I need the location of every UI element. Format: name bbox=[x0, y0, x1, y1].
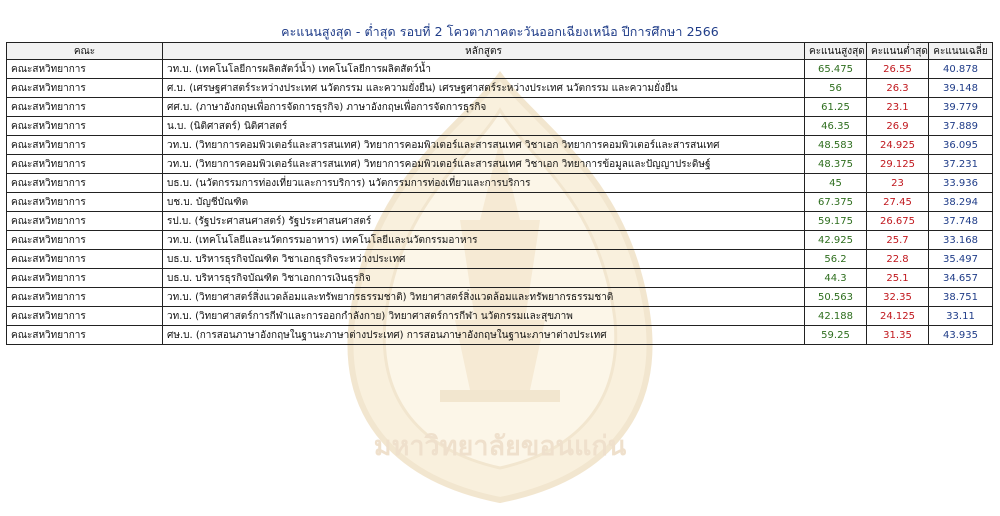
avg-score-cell: 37.748 bbox=[929, 212, 993, 231]
table-row bbox=[7, 174, 993, 193]
program-cell: วท.บ. (เทคโนโลยีและนวัตกรรมอาหาร) เทคโนโลยีและนวัตกรรมอาหาร bbox=[163, 231, 805, 250]
faculty-cell: คณะสหวิทยาการ bbox=[7, 231, 163, 250]
table-row bbox=[7, 136, 993, 155]
min-score-cell: 25.7 bbox=[867, 231, 929, 250]
min-score-cell: 27.45 bbox=[867, 193, 929, 212]
header-max-score: คะแนนสูงสุด bbox=[805, 43, 867, 60]
max-score-cell: 59.25 bbox=[805, 326, 867, 345]
faculty-cell: คณะสหวิทยาการ bbox=[7, 98, 163, 117]
max-score-cell: 44.3 bbox=[805, 269, 867, 288]
avg-score-cell: 33.168 bbox=[929, 231, 993, 250]
faculty-cell: คณะสหวิทยาการ bbox=[7, 136, 163, 155]
faculty-cell: คณะสหวิทยาการ bbox=[7, 155, 163, 174]
min-score-cell: 26.3 bbox=[867, 79, 929, 98]
program-cell: บช.บ. บัญชีบัณฑิต bbox=[163, 193, 805, 212]
avg-score-cell: 35.497 bbox=[929, 250, 993, 269]
program-cell: วท.บ. (เทคโนโลยีการผลิตสัตว์น้ำ) เทคโนโลยีการผลิตสัตว์น้ำ bbox=[163, 60, 805, 79]
min-score-cell: 32.35 bbox=[867, 288, 929, 307]
program-cell: ศ.บ. (เศรษฐศาสตร์ระหว่างประเทศ นวัตกรรม และความยั่งยืน) เศรษฐศาสตร์ระหว่างประเทศ นวัตกรรม และความยั่งยืน bbox=[163, 79, 805, 98]
max-score-cell: 61.25 bbox=[805, 98, 867, 117]
program-cell: วท.บ. (วิทยาศาสตร์สิ่งแวดล้อมและทรัพยากรธรรมชาติ) วิทยาศาสตร์สิ่งแวดล้อมและทรัพยากรธรรมชาติ bbox=[163, 288, 805, 307]
table-row bbox=[7, 79, 993, 98]
program-cell: วท.บ. (วิทยาการคอมพิวเตอร์และสารสนเทศ) วิทยาการคอมพิวเตอร์และสารสนเทศ วิชาเอก วิทยาการข้อมูลและปัญญาประดิษฐ์ bbox=[163, 155, 805, 174]
program-cell: บธ.บ. บริหารธุรกิจบัณฑิต วิชาเอกการเงินธุรกิจ bbox=[163, 269, 805, 288]
avg-score-cell: 39.779 bbox=[929, 98, 993, 117]
table-row bbox=[7, 98, 993, 117]
program-cell: ศษ.บ. (การสอนภาษาอังกฤษในฐานะภาษาต่างประเทศ) การสอนภาษาอังกฤษในฐานะภาษาต่างประเทศ bbox=[163, 326, 805, 345]
min-score-cell: 26.9 bbox=[867, 117, 929, 136]
min-score-cell: 26.675 bbox=[867, 212, 929, 231]
table-row bbox=[7, 288, 993, 307]
table-row bbox=[7, 155, 993, 174]
page-title: คะแนนสูงสุด - ต่ำสุด รอบที่ 2 โควตาภาคตะวันออกเฉียงเหนือ ปีการศึกษา 2566 bbox=[281, 24, 719, 39]
table-row bbox=[7, 269, 993, 288]
faculty-cell: คณะสหวิทยาการ bbox=[7, 79, 163, 98]
avg-score-cell: 37.889 bbox=[929, 117, 993, 136]
header-program: หลักสูตร bbox=[163, 43, 805, 60]
max-score-cell: 42.925 bbox=[805, 231, 867, 250]
max-score-cell: 45 bbox=[805, 174, 867, 193]
table-header-row bbox=[7, 43, 993, 60]
min-score-cell: 23.1 bbox=[867, 98, 929, 117]
faculty-cell: คณะสหวิทยาการ bbox=[7, 269, 163, 288]
faculty-cell: คณะสหวิทยาการ bbox=[7, 326, 163, 345]
program-cell: รป.บ. (รัฐประศาสนศาสตร์) รัฐประศาสนศาสตร์ bbox=[163, 212, 805, 231]
program-cell: บธ.บ. (นวัตกรรมการท่องเที่ยวและการบริการ) นวัตกรรมการท่องเที่ยวและการบริการ bbox=[163, 174, 805, 193]
min-score-cell: 31.35 bbox=[867, 326, 929, 345]
min-score-cell: 22.8 bbox=[867, 250, 929, 269]
avg-score-cell: 40.878 bbox=[929, 60, 993, 79]
min-score-cell: 24.925 bbox=[867, 136, 929, 155]
program-cell: บธ.บ. บริหารธุรกิจบัณฑิต วิชาเอกธุรกิจระหว่างประเทศ bbox=[163, 250, 805, 269]
scores-table bbox=[6, 42, 993, 345]
max-score-cell: 65.475 bbox=[805, 60, 867, 79]
avg-score-cell: 33.936 bbox=[929, 174, 993, 193]
avg-score-cell: 34.657 bbox=[929, 269, 993, 288]
min-score-cell: 23 bbox=[867, 174, 929, 193]
max-score-cell: 67.375 bbox=[805, 193, 867, 212]
min-score-cell: 29.125 bbox=[867, 155, 929, 174]
faculty-cell: คณะสหวิทยาการ bbox=[7, 288, 163, 307]
faculty-cell: คณะสหวิทยาการ bbox=[7, 250, 163, 269]
avg-score-cell: 33.11 bbox=[929, 307, 993, 326]
table-row bbox=[7, 307, 993, 326]
header-faculty: คณะ bbox=[7, 43, 163, 60]
faculty-cell: คณะสหวิทยาการ bbox=[7, 212, 163, 231]
avg-score-cell: 38.294 bbox=[929, 193, 993, 212]
max-score-cell: 59.175 bbox=[805, 212, 867, 231]
max-score-cell: 48.583 bbox=[805, 136, 867, 155]
table-row bbox=[7, 60, 993, 79]
max-score-cell: 50.563 bbox=[805, 288, 867, 307]
avg-score-cell: 43.935 bbox=[929, 326, 993, 345]
faculty-cell: คณะสหวิทยาการ bbox=[7, 307, 163, 326]
max-score-cell: 56.2 bbox=[805, 250, 867, 269]
min-score-cell: 24.125 bbox=[867, 307, 929, 326]
avg-score-cell: 37.231 bbox=[929, 155, 993, 174]
program-cell: ศศ.บ. (ภาษาอังกฤษเพื่อการจัดการธุรกิจ) ภาษาอังกฤษเพื่อการจัดการธุรกิจ bbox=[163, 98, 805, 117]
header-min-score: คะแนนต่ำสุด bbox=[867, 43, 929, 60]
table-row bbox=[7, 326, 993, 345]
min-score-cell: 25.1 bbox=[867, 269, 929, 288]
faculty-cell: คณะสหวิทยาการ bbox=[7, 174, 163, 193]
max-score-cell: 48.375 bbox=[805, 155, 867, 174]
avg-score-cell: 39.148 bbox=[929, 79, 993, 98]
faculty-cell: คณะสหวิทยาการ bbox=[7, 117, 163, 136]
max-score-cell: 46.35 bbox=[805, 117, 867, 136]
table-row bbox=[7, 231, 993, 250]
header-avg-score: คะแนนเฉลี่ย bbox=[929, 43, 993, 60]
faculty-cell: คณะสหวิทยาการ bbox=[7, 193, 163, 212]
svg-text:มหาวิทยาลัยขอนแก่น: มหาวิทยาลัยขอนแก่น bbox=[373, 431, 627, 462]
max-score-cell: 42.188 bbox=[805, 307, 867, 326]
faculty-cell: คณะสหวิทยาการ bbox=[7, 60, 163, 79]
avg-score-cell: 36.095 bbox=[929, 136, 993, 155]
program-cell: วท.บ. (วิทยาศาสตร์การกีฬาและการออกกำลังกาย) วิทยาศาสตร์การกีฬา นวัตกรรมและสุขภาพ bbox=[163, 307, 805, 326]
table-body bbox=[7, 60, 993, 345]
avg-score-cell: 38.751 bbox=[929, 288, 993, 307]
table-row bbox=[7, 193, 993, 212]
program-cell: น.บ. (นิติศาสตร์) นิติศาสตร์ bbox=[163, 117, 805, 136]
table-row bbox=[7, 117, 993, 136]
table-row bbox=[7, 250, 993, 269]
table-row bbox=[7, 212, 993, 231]
min-score-cell: 26.55 bbox=[867, 60, 929, 79]
program-cell: วท.บ. (วิทยาการคอมพิวเตอร์และสารสนเทศ) วิทยาการคอมพิวเตอร์และสารสนเทศ วิชาเอก วิทยาการคอมพิวเตอร์และสารสนเทศ bbox=[163, 136, 805, 155]
max-score-cell: 56 bbox=[805, 79, 867, 98]
